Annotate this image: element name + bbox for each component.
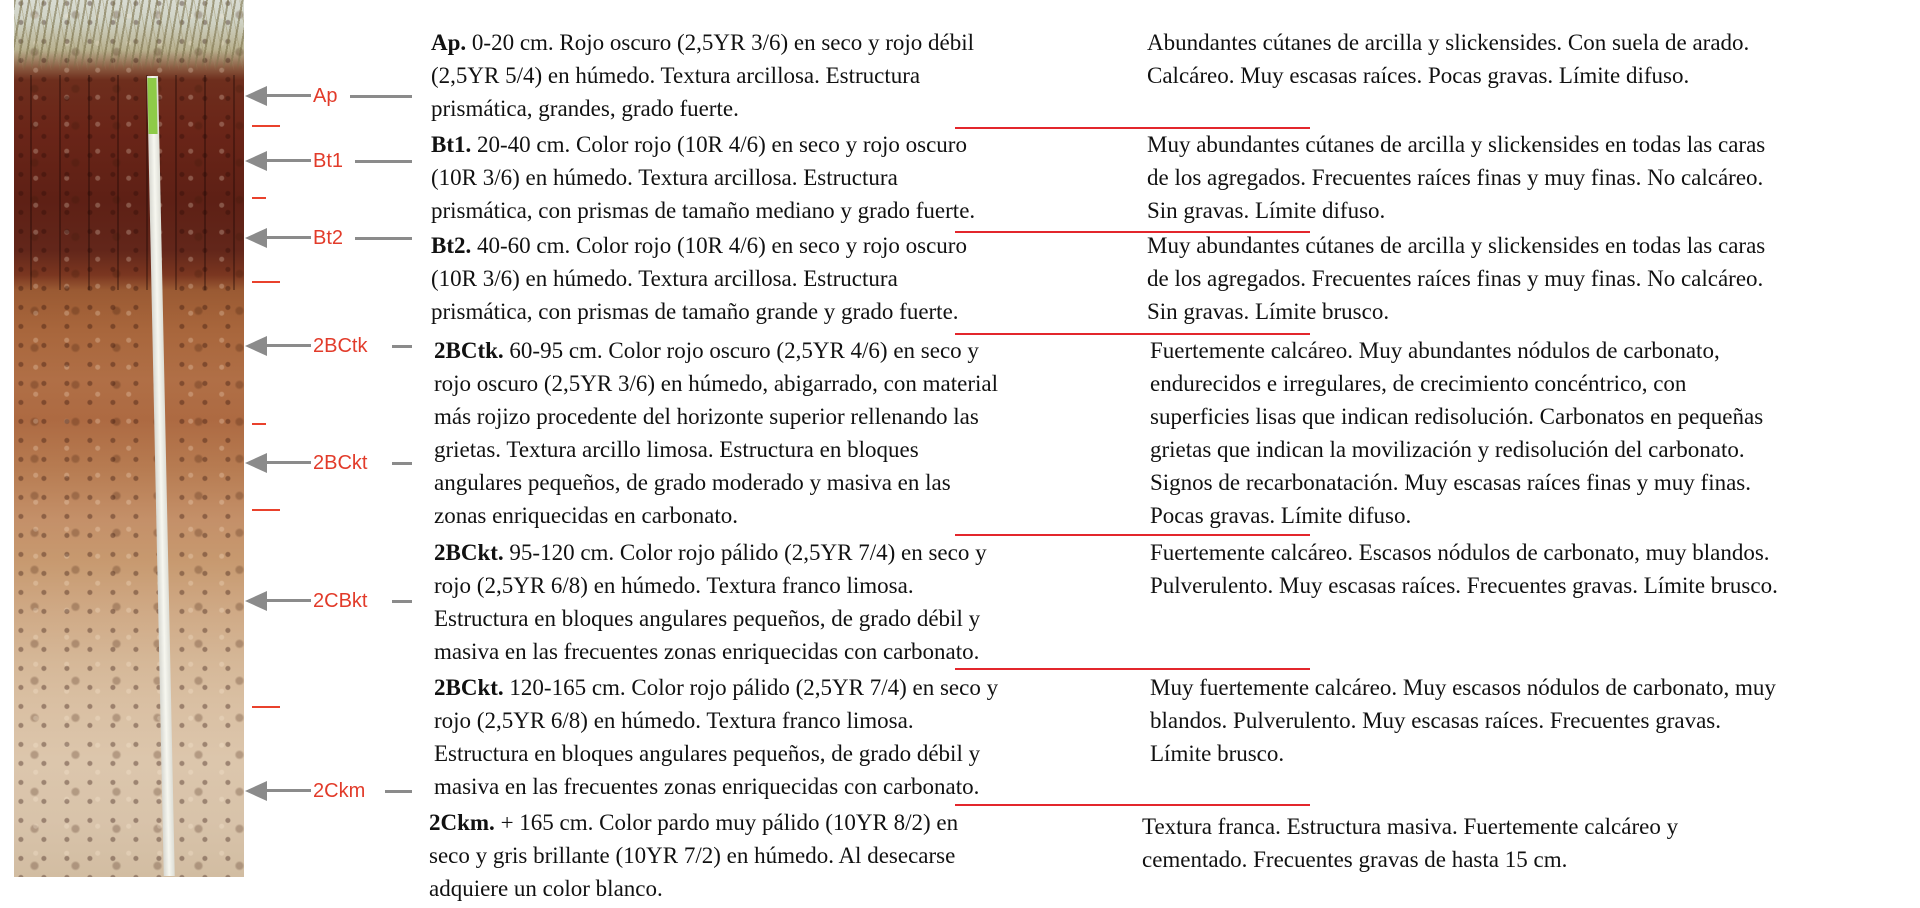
description-line: adquiere un color blanco.: [429, 876, 663, 901]
horizon-name: 2BCtk.: [434, 338, 504, 363]
feature-line: Muy fuertemente calcáreo. Muy escasos nódulos de carbonato, muy: [1150, 675, 1776, 700]
description-line: 0-20 cm. Rojo oscuro (2,5YR 3/6) en seco y rojo débil: [471, 30, 974, 55]
horizon-name: 2Ckm.: [429, 810, 495, 835]
horizon-label-2ckm: 2Ckm: [313, 780, 366, 802]
horizon-name: Ap.: [431, 30, 467, 55]
description-line: 60-95 cm. Color rojo oscuro (2,5YR 4/6) en seco y: [509, 338, 979, 363]
horizon-name: Bt2.: [431, 233, 472, 258]
description-line: grietas. Textura arcillo limosa. Estructura en bloques: [434, 437, 919, 462]
feature-line: Signos de recarbonatación. Muy escasas raíces finas y muy finas.: [1150, 470, 1752, 495]
prism-cracks: [14, 75, 244, 290]
feature-line: blandos. Pulverulento. Muy escasas raíces. Frecuentes gravas.: [1150, 708, 1722, 733]
horizon-description-ap: [431, 26, 974, 125]
horizon-features-2bctk: [1150, 334, 1763, 532]
horizon-features-2ckm: [1142, 810, 1678, 876]
description-line: rojo (2,5YR 6/8) en húmedo. Textura franco limosa.: [434, 708, 914, 733]
arrow-icon: [245, 780, 313, 802]
horizon-description-bt2: [431, 229, 967, 328]
row-separator: [955, 668, 1310, 670]
measuring-tape-top: [147, 78, 157, 134]
feature-line: Sin gravas. Límite difuso.: [1147, 198, 1386, 223]
horizon-boundary-tick: [252, 706, 280, 708]
description-line: prismática, con prismas de tamaño mediano y grado fuerte.: [431, 198, 976, 223]
horizon-description-bt1: [431, 128, 975, 227]
description-line: 120-165 cm. Color rojo pálido (2,5YR 7/4) en seco y: [509, 675, 999, 700]
horizon-description-2bctk: [434, 334, 998, 532]
horizon-boundary-tick: [252, 125, 280, 127]
horizon-label-2bctk: 2BCtk: [313, 335, 368, 357]
description-line: zonas enriquecidas en carbonato.: [434, 503, 738, 528]
feature-line: Abundantes cútanes de arcilla y slickensides. Con suela de arado.: [1147, 30, 1750, 55]
description-line: Estructura en bloques angulares pequeños, de grado débil y: [434, 606, 981, 631]
description-line: prismática, grandes, grado fuerte.: [431, 96, 739, 121]
description-line: más rojizo procedente del horizonte superior rellenando las: [434, 404, 979, 429]
soil-profile-photo: [14, 0, 244, 877]
horizon-features-2bckt: [1150, 536, 1778, 602]
feature-line: Sin gravas. Límite brusco.: [1147, 299, 1390, 324]
arrow-icon: [245, 335, 313, 357]
description-line: rojo oscuro (2,5YR 3/6) en húmedo, abigarrado, con material: [434, 371, 998, 396]
arrow-icon: [245, 452, 313, 474]
horizon-label-line: [355, 237, 412, 240]
horizon-label-line: [355, 160, 412, 163]
horizon-label-bt2: Bt2: [313, 227, 344, 249]
horizon-name: 2BCkt.: [434, 540, 504, 565]
horizon-label-line: [392, 345, 412, 348]
row-separator: [955, 127, 1310, 129]
row-separator: [955, 333, 1310, 335]
feature-line: Muy abundantes cútanes de arcilla y slickensides en todas las caras: [1147, 233, 1766, 258]
arrow-icon: [245, 227, 313, 249]
feature-line: Pulverulento. Muy escasas raíces. Frecuentes gravas. Límite brusco.: [1150, 573, 1778, 598]
description-line: seco y gris brillante (10YR 7/2) en húmedo. Al desecarse: [429, 843, 956, 868]
feature-line: grietas que indican la movilización y redisolución del carbonato.: [1150, 437, 1745, 462]
feature-line: Pocas gravas. Límite difuso.: [1150, 503, 1412, 528]
arrow-icon: [245, 590, 313, 612]
description-line: (2,5YR 5/4) en húmedo. Textura arcillosa. Estructura: [431, 63, 921, 88]
feature-line: de los agregados. Frecuentes raíces finas y muy finas. No calcáreo.: [1147, 165, 1764, 190]
horizon-description-2ckm: [429, 806, 958, 905]
horizon-features-bt2: [1147, 229, 1765, 328]
description-line: (10R 3/6) en húmedo. Textura arcillosa. Estructura: [431, 165, 898, 190]
horizon-label-line: [392, 600, 412, 603]
horizon-label-line: [385, 790, 412, 793]
horizon-label-2bckt: 2BCkt: [313, 452, 368, 474]
horizon-boundary-tick: [252, 197, 266, 199]
description-line: 95-120 cm. Color rojo pálido (2,5YR 7/4) en seco y: [509, 540, 987, 565]
horizon-description-2bckt: [434, 536, 987, 668]
feature-line: de los agregados. Frecuentes raíces finas y muy finas. No calcáreo.: [1147, 266, 1764, 291]
horizon-label-ap: Ap: [313, 85, 338, 107]
grass-vegetation: [14, 0, 244, 70]
feature-line: Límite brusco.: [1150, 741, 1285, 766]
feature-line: Fuertemente calcáreo. Muy abundantes nódulos de carbonato,: [1150, 338, 1720, 363]
description-line: masiva en las frecuentes zonas enriquecidas con carbonato.: [434, 774, 980, 799]
horizon-name: 2BCkt.: [434, 675, 504, 700]
horizon-label-2cbkt: 2CBkt: [313, 590, 368, 612]
horizon-label-line: [392, 462, 412, 465]
horizon-boundary-tick: [252, 509, 280, 511]
horizon-label-line: [350, 95, 412, 98]
feature-line: cementado. Frecuentes gravas de hasta 15 cm.: [1142, 847, 1568, 872]
horizon-boundary-tick: [252, 423, 266, 425]
row-separator: [955, 231, 1310, 233]
horizon-features-bt1: [1147, 128, 1765, 227]
horizon-boundary-tick: [252, 281, 280, 283]
feature-line: Textura franca. Estructura masiva. Fuertemente calcáreo y: [1142, 814, 1679, 839]
description-line: prismática, con prismas de tamaño grande y grado fuerte.: [431, 299, 959, 324]
horizon-name: Bt1.: [431, 132, 472, 157]
feature-line: Fuertemente calcáreo. Escasos nódulos de carbonato, muy blandos.: [1150, 540, 1770, 565]
description-line: Estructura en bloques angulares pequeños, de grado débil y: [434, 741, 981, 766]
row-separator: [955, 804, 1310, 806]
horizon-label-bt1: Bt1: [313, 150, 344, 172]
description-line: + 165 cm. Color pardo muy pálido (10YR 8/2) en: [500, 810, 959, 835]
horizon-description-2bckt-lower: [434, 671, 998, 803]
arrow-icon: [245, 150, 313, 172]
feature-line: Muy abundantes cútanes de arcilla y slickensides en todas las caras: [1147, 132, 1766, 157]
horizon-features-ap: [1147, 26, 1749, 92]
feature-line: Calcáreo. Muy escasas raíces. Pocas gravas. Límite difuso.: [1147, 63, 1690, 88]
row-separator: [955, 534, 1310, 536]
description-line: angulares pequeños, de grado moderado y masiva en las: [434, 470, 951, 495]
feature-line: superficies lisas que indican redisolución. Carbonatos en pequeñas: [1150, 404, 1764, 429]
description-line: (10R 3/6) en húmedo. Textura arcillosa. Estructura: [431, 266, 898, 291]
description-line: 20-40 cm. Color rojo (10R 4/6) en seco y rojo oscuro: [477, 132, 967, 157]
feature-line: endurecidos e irregulares, de crecimiento concéntrico, con: [1150, 371, 1687, 396]
arrow-icon: [245, 85, 313, 107]
description-line: masiva en las frecuentes zonas enriquecidas con carbonato.: [434, 639, 980, 664]
description-line: 40-60 cm. Color rojo (10R 4/6) en seco y rojo oscuro: [477, 233, 967, 258]
horizon-features-2bckt-lower: [1150, 671, 1776, 770]
description-line: rojo (2,5YR 6/8) en húmedo. Textura franco limosa.: [434, 573, 914, 598]
